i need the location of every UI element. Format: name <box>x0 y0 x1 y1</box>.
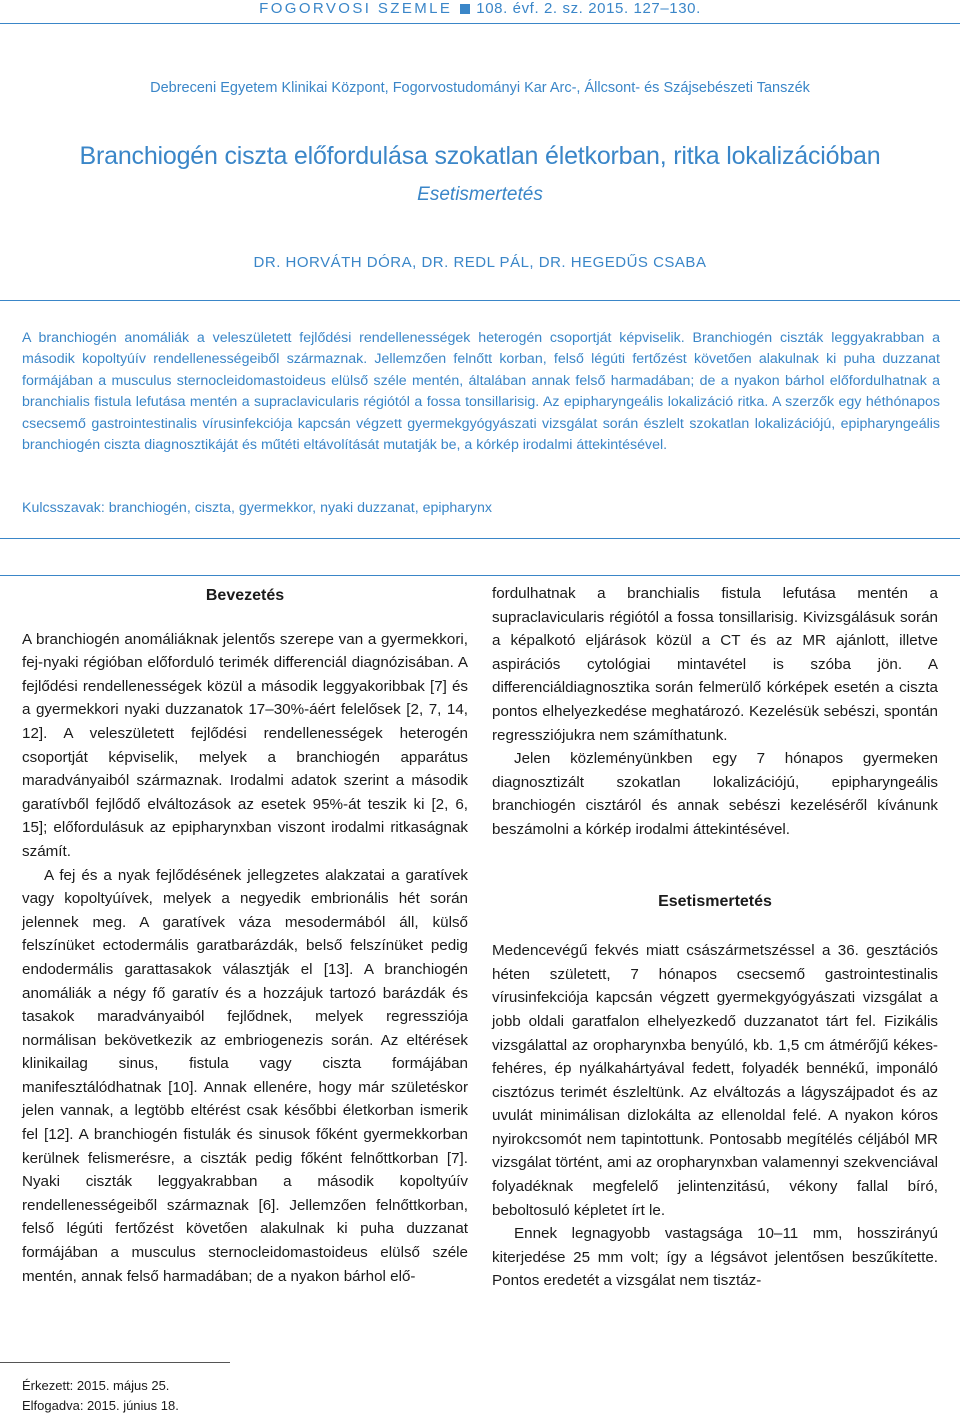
intro-heading: Bevezetés <box>205 587 285 604</box>
left-column <box>22 582 468 1288</box>
right-column <box>492 582 938 1293</box>
abstract-bottom-rule <box>0 538 960 539</box>
square-bullet-icon <box>460 4 470 14</box>
case-paragraph-2: Ennek legnagyobb vastagsága 10–11 mm, hosszirányú kiterjedése 25 mm volt; így a légsávot jelentősen beszűkítette. Pontos eredetét a vizsgálat nem tisztáz- <box>492 1225 938 1290</box>
abstract-top-rule <box>0 300 960 301</box>
intro-paragraph-2: A fej és a nyak fejlődésének jellegzetes alakzatai a garatívek vagy kopoltyúívek, melyek a negyedik embrionális hét során jelennek meg. A garatívek váza mesodermából áll, külső felszínüket ectodermális garatbarázdák, belső felszínüket pedig endodermális garattasakok választják el [13]. A branchiogén anomáliák a négy fő garatív és a hozzájuk tartozó barázdák és tasakok maradványaiból fejlődnek, melyek regressziója normálisan bekövetkezik az embriogenezis során. Az eltérések klinikailag sinus, fistula vagy ciszta formájában manifesztálódhatnak [10]. Annak ellenére, hogy már születéskor jelen vannak, a legtöbb eltérést csak későbbi életkorban ismerik fel [12]. A branchiogén fistulák és sinusok főként gyermekkorban kerülnek felismerésre, a ciszták pedig főként felnőttkorban [7]. Nyaki ciszták leggyakrabban a második kopoltyúív rendellenességeiből származnak [6]. Jellemzően felnőttkorban, felső légúti fertőzést követően alakulnak ki puha duzzanat formájában a musculus sternocleidomastoideus elülső széle mentén, annak felső harmadában; de a nyakon bárhol elő- <box>22 866 468 1285</box>
intro-paragraph-3: fordulhatnak a branchialis fistula lefutása mentén a supraclavicularis régiótól a fossa tonsillarisig. Kivizsgálásuk során a képalkotó eljárások közül a CT és az MR ajánlott, illetve aspirációs cytológiai mintavétel is szóba jön. A differenciáldiagnosztika során felmerülő kórképek esetén a ciszta pontos elhelyezkedése meghatározó. Kezelésük sebészi, spontán regressziójukra nem számíthatunk. <box>492 585 938 744</box>
article-subtitle: Esetismertetés <box>417 184 543 205</box>
dates <box>22 1376 179 1416</box>
body-top-rule <box>0 575 960 576</box>
received-date: Érkezett: 2015. május 25. <box>22 1378 170 1393</box>
journal-name: FOGORVOSI SZEMLE <box>259 0 453 17</box>
affiliation: Debreceni Egyetem Klinikai Központ, Fogorvostudományi Kar Arc-, Állcsont- és Szájsebészeti Tanszék <box>150 80 810 96</box>
intro-paragraph-1: A branchiogén anomáliáknak jelentős szerepe van a gyermekkori, fej-nyaki régióban előforduló terimék differenciál diagnózisában. A fejlődési rendellenességek közül a második leggyakoribbak [7] és a gyermekkori nyaki duzzanatok 17–30%-áért felelősek [2, 7, 14, 12]. A veleszületett fejlődési rendellenességek heterogén csoportját képviselik, melyek a branchiogén apparátus maradványaiból származnak. Irodalmi adatok szerint a második garatívből fejlődő elváltozások az esetek 95%-át teszik ki [2, 6, 15]; előfordulásuk az epipharynxban viszont irodalmi ritkaságnak számít. <box>22 630 468 860</box>
article-title: Branchiogén ciszta előfordulása szokatlan életkorban, ritka lokalizációban <box>79 142 881 170</box>
case-heading: Esetismertetés <box>658 892 772 910</box>
keywords: Kulcsszavak: branchiogén, ciszta, gyermekkor, nyaki duzzanat, epipharynx <box>22 500 493 516</box>
header-rule <box>0 23 960 24</box>
case-paragraph-1: Medencevégű fekvés miatt császármetszéssel a 36. gesztációs héten született, 7 hónapos csecsemő gastrointestinalis vírusinfekciója kapcsán végzett gyermekgyógyászati vizsgálat a jobb oldali garatfalon elhelyezkedő duzzanatot tárt fel. Fizikális vizsgálattal az oropharynxba benyúló, kb. 1,5 cm átmérőjű kékes-fehéres, ép nyálkahártyával fedett, folyadék bennékű, imponáló cisztózus terimét észleltünk. Az elváltozás a lágyszájpadot és az uvulát minimálisan dizlokálta az ellenoldal felé. A nyakon kóros nyirokcsomót nem tapintottunk. Pontosabb megítélés céljából MR vizsgálat történt, ami az oropharynxban valamennyi szekvenciával folyadéknak megfelelő jelintenzitású, vékony fallal bíró, beboltosuló képletet írt le. <box>492 942 938 1219</box>
abstract: A branchiogén anomáliák a veleszületett fejlődési rendellenességek heterogén csoportját képviselik. Branchiogén ciszták leggyakrabban a második kopoltyúív rendellenességeiből származnak. Jellemzően felnőtt korban, felső légúti fertőzést követően alakulnak ki puha duzzanat formájában a musculus sternocleidomastoideus elülső széle mentén, általában annak felső harmadában; de a nyakon bárhol előfordulhatnak a branchialis fistula lefutása mentén a supraclavicularis régiótól a fossa tonsillarisig. Az epipharyngeális lokalizáció ritka. A szerzők egy héthónapos csecsemő gastrointestinalis vírusinfekciója kapcsán végzett gyermekgyógyászati vizsgálat során észlelt szokatlan lokalizációjú, epipharyngeális branchiogén ciszta diagnosztikáját és műtéti eltávolítását mutatják be, a kórkép irodalmi áttekintésével. <box>22 330 940 454</box>
journal-header <box>0 0 960 22</box>
accepted-date: Elfogadva: 2015. június 18. <box>22 1398 179 1413</box>
authors: DR. HORVÁTH DÓRA, DR. REDL PÁL, DR. HEGEDŰS CSABA <box>253 254 707 271</box>
footer-rule <box>0 1362 230 1363</box>
issue-info: 108. évf. 2. sz. 2015. 127–130. <box>476 0 701 17</box>
intro-paragraph-4: Jelen közleményünkben egy 7 hónapos gyermeken diagnosztizált szokatlan lokalizációjú, epipharyngeális branchiogén cisztáról és annak sebészi kezeléséről kívánunk beszámolni a kórkép irodalmi áttekintésével. <box>492 750 938 838</box>
